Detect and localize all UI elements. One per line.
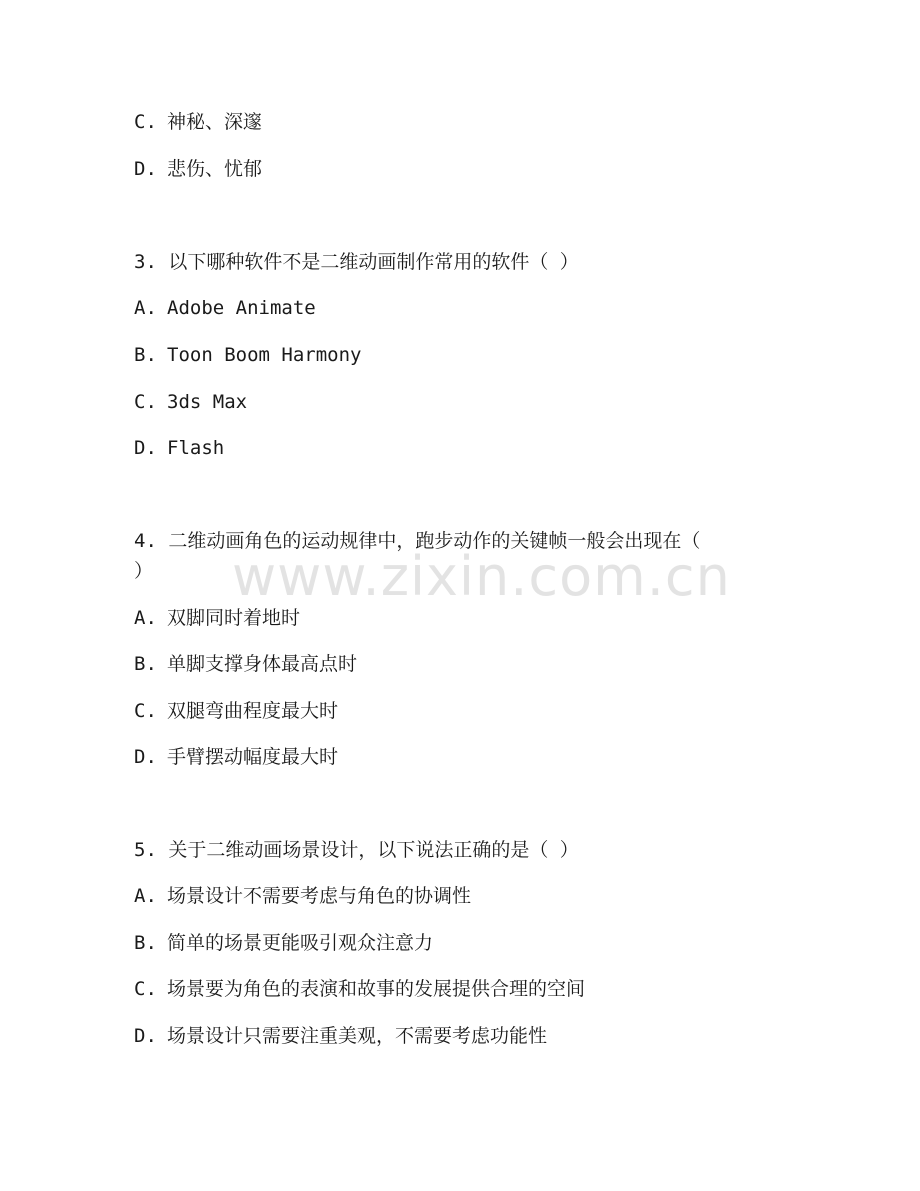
option-label: D. [134, 746, 157, 768]
question-3-option-a [134, 296, 316, 320]
option-text: 单脚支撑身体最高点时 [167, 653, 358, 675]
question-4-option-d [134, 745, 338, 769]
option-text: 神秘、深邃 [167, 111, 263, 133]
question-4-stem: 4. 二维动画角色的运动规律中，跑步动作的关键帧一般会出现在（ [134, 530, 701, 552]
option-text: 悲伤、忧郁 [167, 158, 263, 180]
option-text: 场景设计只需要注重美观，不需要考虑功能性 [167, 1025, 548, 1047]
question-5-option-d [134, 1024, 547, 1048]
option-label: B. [134, 932, 157, 954]
watermark: www.zixin.com.cn [232, 545, 731, 608]
question-4-option-a [134, 606, 300, 630]
option-text: 简单的场景更能吸引观众注意力 [167, 932, 434, 954]
option-label: C. [134, 700, 157, 722]
option-label: A. [134, 885, 157, 907]
option-text: 手臂摆动幅度最大时 [167, 746, 339, 768]
option-text: Toon Boom Harmony [167, 344, 362, 366]
question-3-option-c [134, 390, 247, 414]
question-5-option-c [134, 977, 585, 1001]
option-label: C. [134, 978, 157, 1000]
question-4-option-c [134, 699, 338, 723]
option-d [134, 157, 262, 181]
option-c [134, 110, 262, 134]
question-5-option-a [134, 884, 471, 908]
question-5-stem: 5. 关于二维动画场景设计，以下说法正确的是（ ） [134, 839, 579, 861]
option-label: D. [134, 1025, 157, 1047]
option-label: C. [134, 111, 157, 133]
option-label: B. [134, 653, 157, 675]
option-text: 场景要为角色的表演和故事的发展提供合理的空间 [167, 978, 586, 1000]
option-text: Flash [167, 437, 225, 459]
question-4-option-b [134, 652, 357, 676]
question-4-stem-continuation: ） [134, 560, 154, 582]
option-label: D. [134, 158, 157, 180]
question-3-option-d [134, 436, 224, 460]
option-label: A. [134, 297, 157, 319]
option-label: A. [134, 607, 157, 629]
option-text: 双腿弯曲程度最大时 [167, 700, 339, 722]
option-text: 双脚同时着地时 [167, 607, 301, 629]
option-label: D. [134, 437, 157, 459]
question-5-option-b [134, 931, 433, 955]
question-3-stem: 3. 以下哪种软件不是二维动画制作常用的软件（ ） [134, 251, 579, 273]
option-text: 3ds Max [167, 391, 248, 413]
option-text: Adobe Animate [167, 297, 316, 319]
option-label: B. [134, 344, 157, 366]
option-text: 场景设计不需要考虑与角色的协调性 [167, 885, 472, 907]
question-3-option-b [134, 343, 361, 367]
option-label: C. [134, 391, 157, 413]
